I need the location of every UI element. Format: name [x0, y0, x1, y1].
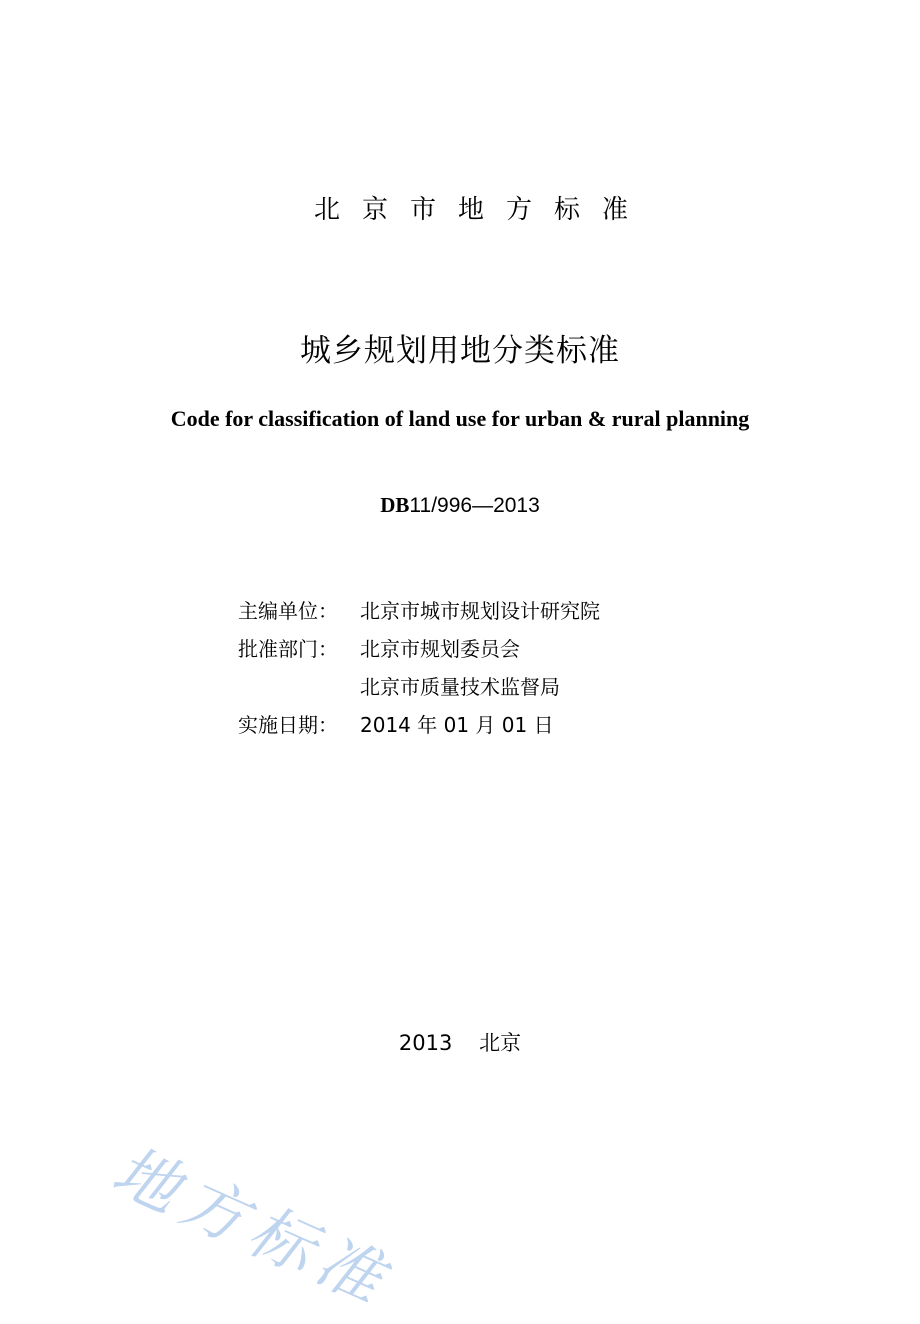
- info-row-effective-date: [238, 706, 838, 744]
- info-label: 主编单位：: [238, 599, 338, 623]
- info-row-approver: [238, 630, 838, 668]
- info-label: [238, 668, 360, 706]
- standard-code: [0, 490, 920, 521]
- standard-header: 北京市地方标准: [313, 195, 650, 225]
- info-value: 北京市城市规划设计研究院: [360, 599, 600, 623]
- info-value: 北京市质量技术监督局: [360, 675, 560, 699]
- footer-year: 2013: [398, 1031, 453, 1055]
- info-label: 批准部门：: [238, 637, 338, 661]
- info-label: 实施日期：: [238, 713, 338, 737]
- publication-footer: [0, 1028, 920, 1058]
- standard-code-number: 11/996—2013: [409, 494, 540, 517]
- info-row-editor: [238, 592, 838, 630]
- document-info: [238, 592, 838, 744]
- footer-city: 北京: [479, 1031, 522, 1055]
- info-value: 2014 年 01 月 01 日: [360, 713, 554, 737]
- document-title-english: Code for classification of land use for urban & rural planning: [170, 406, 750, 431]
- info-value: 北京市规划委员会: [360, 637, 520, 661]
- document-title-chinese: 城乡规划用地分类标准: [300, 333, 620, 369]
- standard-code-prefix: DB: [380, 493, 410, 517]
- watermark: 地方标准: [101, 1133, 403, 1322]
- info-row-approver-secondary: [238, 668, 838, 706]
